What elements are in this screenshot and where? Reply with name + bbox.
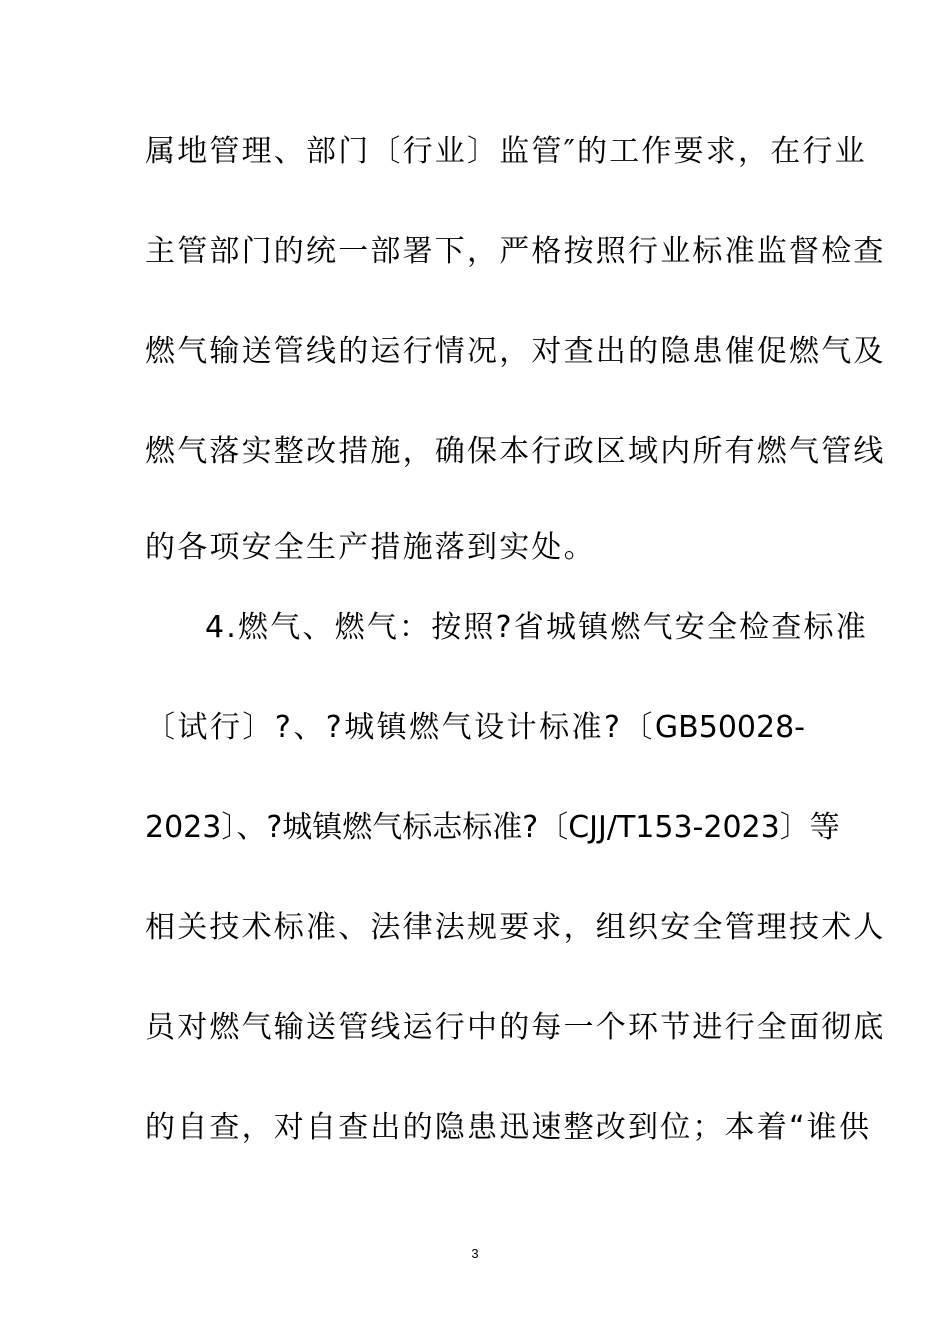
body-text-line: 主管部门的统一部署下，严格按照行业标准监督检查 [145,234,886,269]
page-number: 3 [471,1246,479,1261]
body-text-line: 的自查，对自查出的隐患迅速整改到位；本着“谁供 [145,1110,872,1145]
body-text-line: 〔试行〕?、?城镇燃气设计标准?〔GB50028- [145,710,805,745]
body-text-line: 燃气落实整改措施，确保本行政区域内所有燃气管线 [145,434,886,469]
body-text-line: 燃气输送管线的运行情况，对查出的隐患催促燃气及 [145,334,886,369]
body-text-line: 相关技术标准、法律法规要求，组织安全管理技术人 [145,910,886,945]
body-text-line: 的各项安全生产措施落到实处。 [145,530,596,565]
body-text-line: 2023〕、?城镇燃气标志标准?〔CJJ/T153-2023〕等 [145,810,840,845]
body-text-line: 属地管理、部门〔行业〕监管″的工作要求，在行业 [145,134,867,169]
body-text-line: 员对燃气输送管线运行中的每一个环节进行全面彻底 [145,1010,886,1045]
list-item-4-start: 4.燃气、燃气：按照?省城镇燃气安全检查标准 [205,610,868,645]
